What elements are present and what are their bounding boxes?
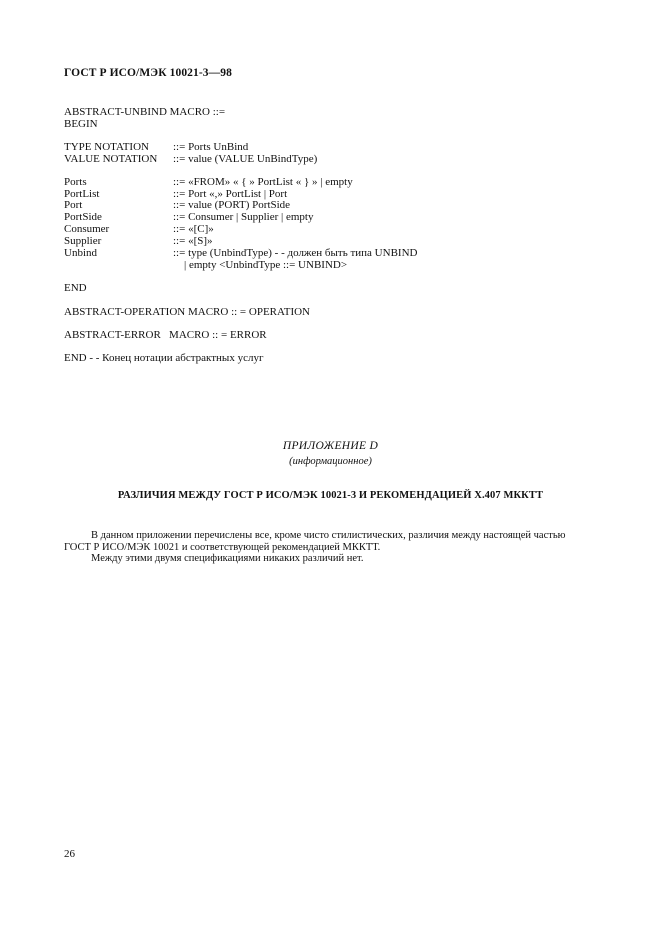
operation-macro-line: ABSTRACT-OPERATION MACRO :: = OPERATION [64, 306, 310, 318]
document-header: ГОСТ Р ИСО/МЭК 10021-3—98 [64, 67, 232, 79]
production-name-unbind: Unbind [64, 247, 97, 259]
production-def-consumer: ::= «[C]» [173, 223, 214, 235]
production-def-port: ::= value (PORT) PortSide [173, 199, 291, 211]
notation-name-value: VALUE NOTATION [64, 153, 158, 165]
appendix-subtitle: (информационное) [289, 456, 372, 467]
production-def-unbind: ::= type (UnbindType) - - должен быть типа UNBIND [173, 247, 418, 259]
production-name-supplier: Supplier [64, 235, 102, 247]
production-def-ports: ::= «FROM» « { » PortList « } » | empty [173, 176, 353, 188]
production-name-consumer: Consumer [64, 223, 110, 235]
production-unbind-continuation: | empty <UnbindType ::= UNBIND> [184, 259, 348, 271]
production-name-portlist: PortList [64, 188, 100, 200]
notation-name-type: TYPE NOTATION [64, 141, 149, 153]
paragraph-1-line-1: В данном приложении перечислены все, кроме чисто стилистических, различия между настоящей частью [91, 530, 566, 541]
section-title: РАЗЛИЧИЯ МЕЖДУ ГОСТ Р ИСО/МЭК 10021-3 И РЕКОМЕНДАЦИЕЙ X.407 МККТТ [117, 490, 544, 501]
error-macro-line: ABSTRACT-ERROR MACRO :: = ERROR [64, 329, 267, 341]
notation-def-value: ::= value (VALUE UnBindType) [173, 153, 318, 165]
page-number: 26 [64, 848, 75, 860]
appendix-title: ПРИЛОЖЕНИЕ D [282, 440, 379, 452]
production-name-portside: PortSide [64, 211, 102, 223]
notation-def-type: ::= Ports UnBind [173, 141, 249, 153]
begin-keyword: BEGIN [64, 118, 98, 130]
production-name-port: Port [64, 199, 83, 211]
production-def-portlist: ::= Port «,» PortList | Port [173, 188, 288, 200]
end-comment-line: END - - Конец нотации абстрактных услуг [64, 352, 264, 364]
paragraph-1-line-2: ГОСТ Р ИСО/МЭК 10021 и соответствующей рекомендацией МККТТ. [64, 542, 381, 553]
production-def-portside: ::= Consumer | Supplier | empty [173, 211, 314, 223]
production-def-supplier: ::= «[S]» [173, 235, 213, 247]
end-keyword: END [64, 282, 87, 294]
paragraph-2: Между этими двумя спецификациями никаких различий нет. [91, 553, 364, 564]
production-name-ports: Ports [64, 176, 87, 188]
macro-start-line: ABSTRACT-UNBIND MACRO ::= [64, 106, 226, 118]
